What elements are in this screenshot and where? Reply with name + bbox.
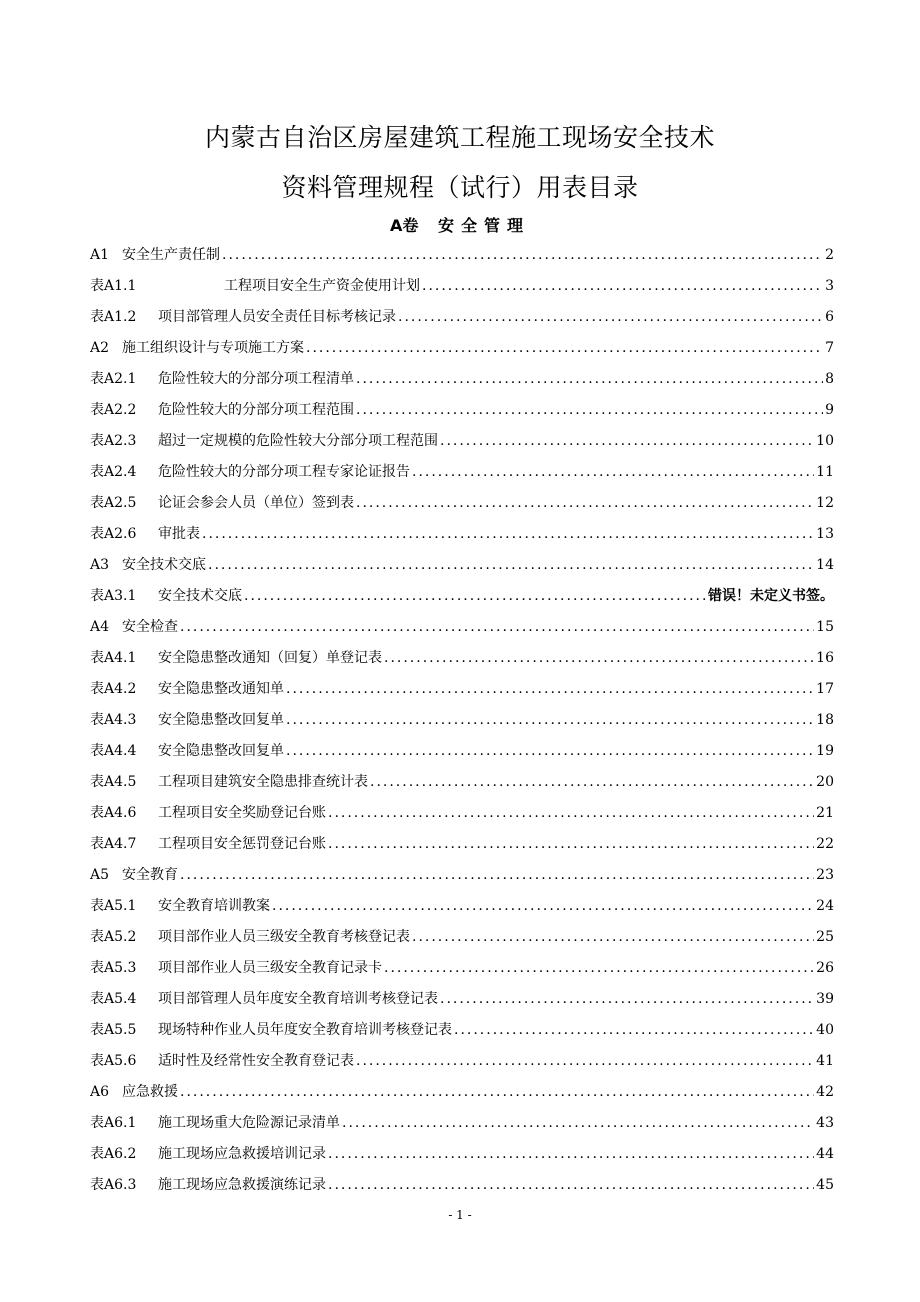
toc-entry-page: 21	[816, 805, 834, 821]
toc-entry-label: 工程项目安全奖励登记台账	[158, 805, 326, 821]
toc-entry-page: 10	[816, 433, 834, 449]
toc-entry-code: 表A5.2	[90, 929, 137, 945]
toc-leader-dots	[356, 1046, 814, 1077]
toc-entry[interactable]	[90, 643, 834, 674]
toc-entry-page: 44	[816, 1146, 834, 1162]
toc-entry-page: 22	[816, 836, 834, 852]
toc-entry-code: 表A2.3	[90, 433, 137, 449]
toc-leader-dots	[356, 395, 823, 426]
toc-entry-page: 24	[816, 898, 834, 914]
toc-entry[interactable]	[90, 550, 834, 581]
toc-entry-label: 施工现场应急救援演练记录	[158, 1177, 326, 1193]
volume-name: 安全管理	[437, 216, 530, 235]
toc-entry-code: 表A4.6	[90, 805, 137, 821]
toc-entry-page: 15	[816, 619, 834, 635]
toc-entry-code: 表A6.3	[90, 1177, 137, 1193]
toc-entry-code: 表A2.1	[90, 371, 137, 387]
toc-entry-label: 安全生产责任制	[122, 247, 220, 263]
toc-entry-code: A4	[90, 619, 110, 635]
toc-entry-page: 20	[816, 774, 834, 790]
toc-entry[interactable]	[90, 488, 834, 519]
toc-entry-label: 安全技术交底	[122, 557, 206, 573]
toc-leader-dots	[356, 364, 823, 395]
toc-leader-dots	[440, 984, 814, 1015]
toc-entry-label: 安全隐患整改回复单	[158, 712, 284, 728]
toc-entry-page: 错误！未定义书签。	[708, 588, 834, 604]
toc-entry-page: 40	[816, 1022, 834, 1038]
volume-code: A卷	[390, 216, 419, 235]
toc-entry-page: 14	[816, 557, 834, 573]
toc-leader-dots	[412, 457, 814, 488]
toc-entry-label: 工程项目安全生产资金使用计划	[224, 278, 420, 294]
toc-entry[interactable]	[90, 984, 834, 1015]
toc-entry-label: 安全隐患整改通知单	[158, 681, 284, 697]
toc-leader-dots	[208, 550, 814, 581]
toc-entry-page: 19	[816, 743, 834, 759]
toc-entry-page: 18	[816, 712, 834, 728]
toc-entry[interactable]	[90, 302, 834, 333]
toc-entry-page: 45	[816, 1177, 834, 1193]
toc-entry-code: 表A4.4	[90, 743, 137, 759]
toc-entry-label: 危险性较大的分部分项工程清单	[158, 371, 354, 387]
toc-entry[interactable]	[90, 612, 834, 643]
toc-entry-page: 13	[816, 526, 834, 542]
toc-leader-dots	[180, 612, 814, 643]
toc-entry[interactable]	[90, 364, 834, 395]
toc-leader-dots	[286, 674, 814, 705]
document-title-line2: 资料管理规程（试行）用表目录	[281, 173, 639, 202]
toc-leader-dots	[384, 643, 814, 674]
toc-entry-code: 表A6.1	[90, 1115, 137, 1131]
toc-entry-page: 41	[816, 1053, 834, 1069]
toc-entry-code: 表A4.5	[90, 774, 137, 790]
toc-entry-code: 表A2.4	[90, 464, 137, 480]
toc-entry[interactable]	[90, 767, 834, 798]
toc-entry-label: 项目部管理人员年度安全教育培训考核登记表	[158, 991, 438, 1007]
toc-entry-code: 表A5.4	[90, 991, 137, 1007]
toc-entry[interactable]	[90, 1015, 834, 1046]
toc-leader-dots	[356, 488, 814, 519]
table-of-contents	[90, 240, 834, 1201]
toc-entry[interactable]	[90, 860, 834, 891]
toc-leader-dots	[286, 705, 814, 736]
toc-entry[interactable]	[90, 922, 834, 953]
toc-leader-dots	[180, 1077, 814, 1108]
toc-entry[interactable]	[90, 395, 834, 426]
toc-entry-label: 安全隐患整改通知（回复）单登记表	[158, 650, 382, 666]
toc-entry-code: 表A4.1	[90, 650, 137, 666]
toc-entry[interactable]	[90, 1046, 834, 1077]
toc-entry-label: 安全隐患整改回复单	[158, 743, 284, 759]
toc-leader-dots	[286, 736, 814, 767]
toc-entry[interactable]	[90, 736, 834, 767]
toc-entry[interactable]	[90, 581, 834, 612]
toc-entry-page: 39	[816, 991, 834, 1007]
toc-leader-dots	[244, 581, 706, 612]
toc-entry-page: 42	[816, 1084, 834, 1100]
toc-entry[interactable]	[90, 457, 834, 488]
toc-entry-label: 工程项目安全惩罚登记台账	[158, 836, 326, 852]
toc-entry-label: 施工组织设计与专项施工方案	[122, 340, 304, 356]
toc-entry-code: 表A3.1	[90, 588, 137, 604]
toc-entry-code: A3	[90, 557, 110, 573]
toc-entry-label: 危险性较大的分部分项工程专家论证报告	[158, 464, 410, 480]
toc-entry-code: 表A1.2	[90, 309, 137, 325]
toc-entry-code: 表A4.7	[90, 836, 137, 852]
toc-leader-dots	[328, 798, 814, 829]
toc-entry[interactable]	[90, 426, 834, 457]
toc-leader-dots	[180, 860, 814, 891]
toc-entry-label: 现场特种作业人员年度安全教育培训考核登记表	[158, 1022, 452, 1038]
toc-entry-page: 3	[825, 278, 834, 294]
toc-entry-code: A1	[90, 247, 110, 263]
toc-entry-code: 表A5.1	[90, 898, 137, 914]
volume-heading	[0, 213, 920, 236]
toc-entry-code: 表A6.2	[90, 1146, 137, 1162]
toc-entry-page: 6	[825, 309, 834, 325]
toc-entry-label: 安全教育	[122, 867, 178, 883]
toc-entry-label: 适时性及经常性安全教育登记表	[158, 1053, 354, 1069]
toc-entry-code: 表A5.5	[90, 1022, 137, 1038]
toc-leader-dots	[412, 922, 814, 953]
toc-entry[interactable]	[90, 1077, 834, 1108]
toc-entry[interactable]	[90, 519, 834, 550]
toc-entry[interactable]	[90, 271, 834, 302]
toc-entry[interactable]	[90, 1108, 834, 1139]
toc-entry-label: 项目部管理人员安全责任目标考核记录	[158, 309, 396, 325]
toc-entry-label: 应急救援	[122, 1084, 178, 1100]
toc-entry[interactable]	[90, 1139, 834, 1170]
toc-entry[interactable]	[90, 1170, 834, 1201]
toc-entry-code: 表A4.3	[90, 712, 137, 728]
toc-entry-label: 项目部作业人员三级安全教育记录卡	[158, 960, 382, 976]
toc-entry[interactable]	[90, 829, 834, 860]
toc-entry-page: 43	[816, 1115, 834, 1131]
toc-entry-label: 安全检查	[122, 619, 178, 635]
toc-entry-page: 23	[816, 867, 834, 883]
toc-entry-page: 25	[816, 929, 834, 945]
toc-leader-dots	[328, 1139, 814, 1170]
toc-leader-dots	[370, 767, 814, 798]
toc-entry-page: 17	[816, 681, 834, 697]
toc-entry[interactable]	[90, 333, 834, 364]
toc-entry-page: 2	[825, 247, 834, 263]
toc-leader-dots	[454, 1015, 814, 1046]
toc-entry-page: 11	[816, 464, 834, 480]
toc-entry[interactable]	[90, 705, 834, 736]
toc-leader-dots	[328, 829, 814, 860]
toc-entry[interactable]	[90, 891, 834, 922]
toc-entry[interactable]	[90, 798, 834, 829]
toc-leader-dots	[328, 1170, 814, 1201]
page-number: - 1 -	[448, 1208, 472, 1222]
toc-leader-dots	[342, 1108, 814, 1139]
document-title-line1: 内蒙古自治区房屋建筑工程施工现场安全技术	[204, 123, 715, 152]
toc-entry[interactable]	[90, 953, 834, 984]
toc-leader-dots	[398, 302, 823, 333]
toc-entry-code: A2	[90, 340, 110, 356]
toc-leader-dots	[272, 891, 814, 922]
toc-entry[interactable]	[90, 674, 834, 705]
toc-entry-code: 表A4.2	[90, 681, 137, 697]
toc-entry-page: 16	[816, 650, 834, 666]
toc-leader-dots	[306, 333, 823, 364]
toc-entry-code: 表A2.5	[90, 495, 137, 511]
toc-leader-dots	[222, 240, 823, 271]
toc-entry-page: 26	[816, 960, 834, 976]
toc-entry-label: 施工现场重大危险源记录清单	[158, 1115, 340, 1131]
toc-entry-page: 8	[825, 371, 834, 387]
toc-entry-label: 超过一定规模的危险性较大分部分项工程范围	[158, 433, 438, 449]
toc-entry-code: 表A2.6	[90, 526, 137, 542]
toc-entry-label: 安全教育培训教案	[158, 898, 270, 914]
toc-entry-code: 表A5.6	[90, 1053, 137, 1069]
toc-entry-label: 施工现场应急救援培训记录	[158, 1146, 326, 1162]
toc-entry-label: 项目部作业人员三级安全教育考核登记表	[158, 929, 410, 945]
toc-entry-label: 审批表	[158, 526, 200, 542]
toc-entry-code: A5	[90, 867, 110, 883]
toc-entry-code: A6	[90, 1084, 110, 1100]
toc-entry-page: 12	[816, 495, 834, 511]
toc-entry-code: 表A2.2	[90, 402, 137, 418]
toc-entry-page: 7	[825, 340, 834, 356]
toc-leader-dots	[202, 519, 814, 550]
toc-leader-dots	[440, 426, 814, 457]
toc-leader-dots	[384, 953, 814, 984]
toc-entry-code: 表A5.3	[90, 960, 137, 976]
toc-entry-label: 工程项目建筑安全隐患排查统计表	[158, 774, 368, 790]
toc-leader-dots	[422, 271, 823, 302]
toc-entry-page: 9	[825, 402, 834, 418]
toc-entry-label: 危险性较大的分部分项工程范围	[158, 402, 354, 418]
toc-entry[interactable]	[90, 240, 834, 271]
toc-entry-label: 论证会参会人员（单位）签到表	[158, 495, 354, 511]
toc-entry-label: 安全技术交底	[158, 588, 242, 604]
toc-entry-code: 表A1.1	[90, 278, 137, 294]
